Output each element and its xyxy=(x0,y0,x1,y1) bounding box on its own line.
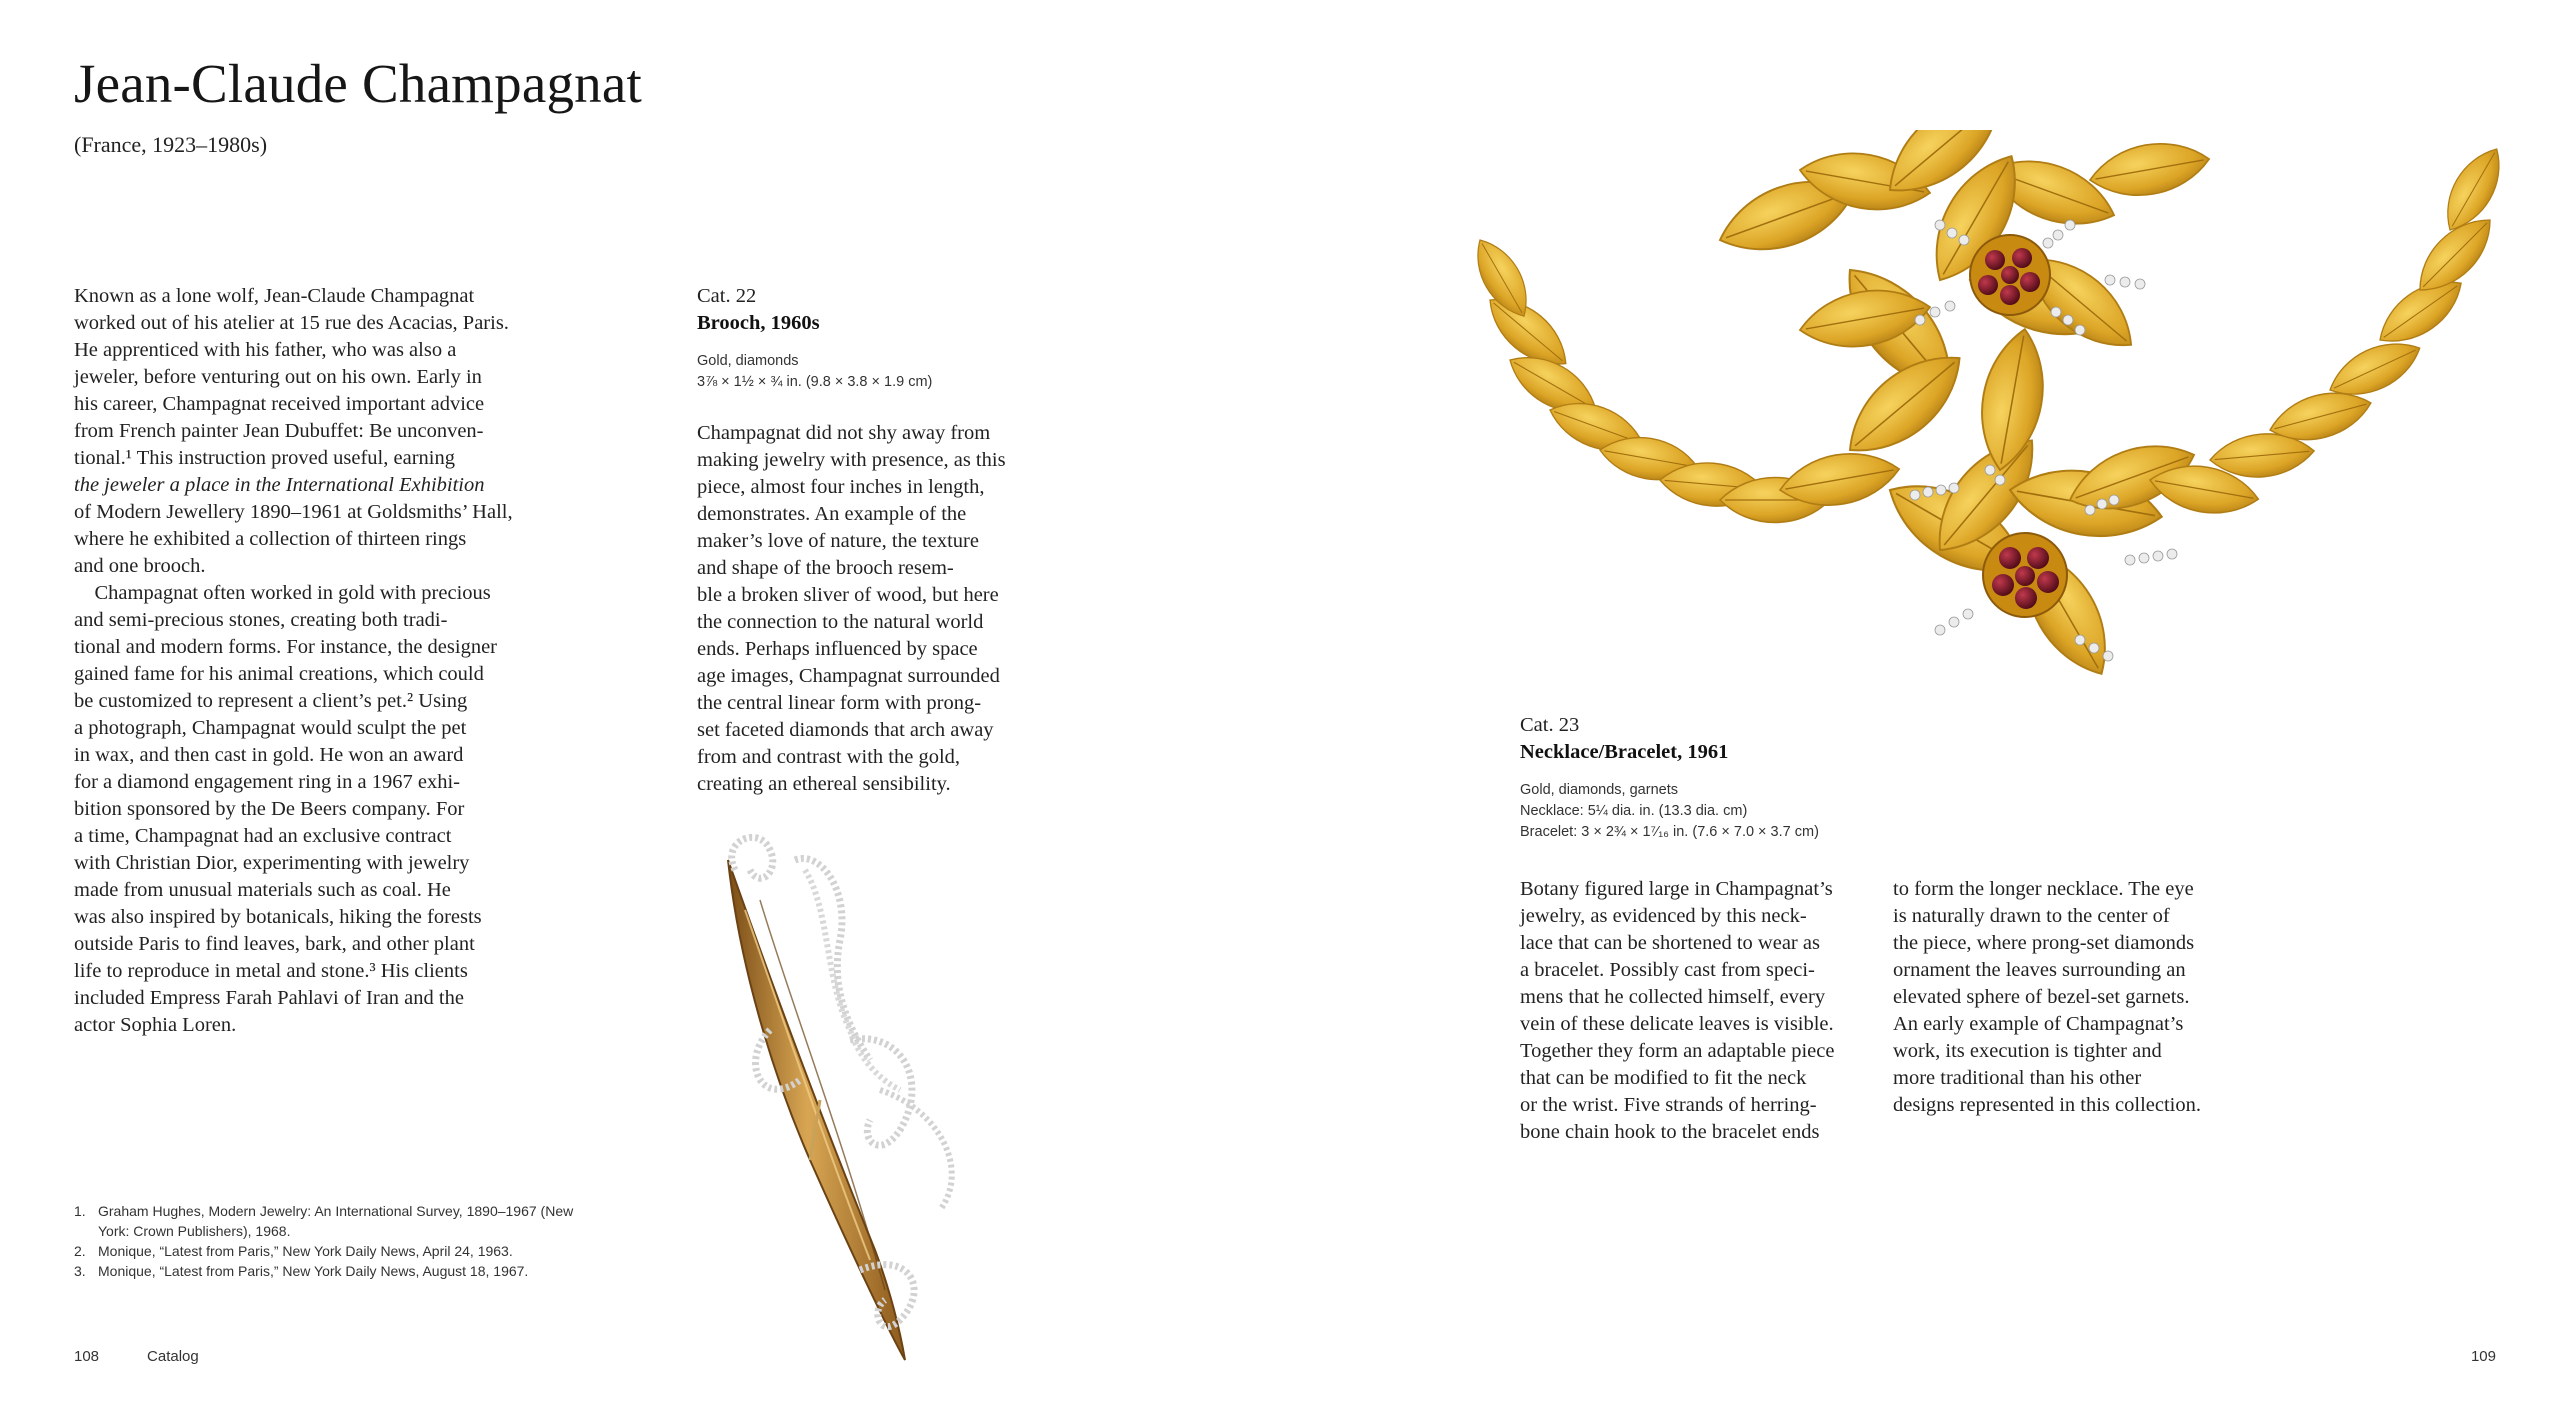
cat23-line: to form the longer necklace. The eye xyxy=(1893,878,2194,900)
cat22-title: Brooch, 1960s xyxy=(697,312,820,334)
cat23-line: An early example of Champagnat’s xyxy=(1893,1013,2184,1035)
essay-line: a time, Champagnat had an exclusive contract xyxy=(74,825,452,847)
essay-line: worked out of his atelier at 15 rue des Acacias, Paris. xyxy=(74,312,509,334)
cat22-line: creating an ethereal sensibility. xyxy=(697,773,951,795)
cat23-title: Necklace/Bracelet, 1961 xyxy=(1520,741,1729,763)
cat23-material: Gold, diamonds, garnets xyxy=(1520,782,1678,798)
cat23-line: is naturally drawn to the center of xyxy=(1893,905,2170,927)
essay-line: outside Paris to find leaves, bark, and other plant xyxy=(74,933,475,955)
cat22-details xyxy=(697,351,932,393)
footnote xyxy=(74,1261,573,1281)
essay-line: included Empress Farah Pahlavi of Iran and the xyxy=(74,987,464,1009)
cat22-line: the connection to the natural world xyxy=(697,611,984,633)
cat22-line: Champagnat did not shy away from xyxy=(697,422,991,444)
essay-line: gained fame for his animal creations, which could xyxy=(74,663,484,685)
essay-line: and one brooch. xyxy=(74,555,206,577)
cat23-line: jewelry, as evidenced by this neck- xyxy=(1520,905,1807,927)
essay-line: Known as a lone wolf, Jean-Claude Champagnat xyxy=(74,285,475,307)
page-title: Jean-Claude Champagnat xyxy=(74,53,642,114)
essay-line: jeweler, before venturing out on his own. Early in xyxy=(74,366,482,388)
cat23-line: or the wrist. Five strands of herring- xyxy=(1520,1094,1817,1116)
essay-line: tional and modern forms. For instance, the designer xyxy=(74,636,497,658)
cat22-line: the central linear form with prong- xyxy=(697,692,982,714)
cat22-number: Cat. 22 xyxy=(697,285,757,307)
footnote-number: 1. xyxy=(74,1203,86,1219)
footnote-text: Monique, “Latest from Paris,” New York Daily News, April 24, 1963. xyxy=(98,1243,513,1259)
cat23-line: work, its execution is tighter and xyxy=(1893,1040,2162,1062)
cat23-line: designs represented in this collection. xyxy=(1893,1094,2201,1116)
essay-line: his career, Champagnat received important advice xyxy=(74,393,485,415)
essay-line: where he exhibited a collection of thirteen rings xyxy=(74,528,467,550)
section-name: Catalog xyxy=(147,1348,199,1365)
footnote-text: Graham Hughes, Modern Jewelry: An International Survey, 1890–1967 (New xyxy=(98,1203,574,1219)
cat22-line: maker’s love of nature, the texture xyxy=(697,530,979,552)
cat23-line: elevated sphere of bezel-set garnets. xyxy=(1893,986,2190,1008)
cat22-text xyxy=(697,420,1006,798)
cat22-line: demonstrates. An example of the xyxy=(697,503,967,525)
essay-line: He apprenticed with his father, who was also a xyxy=(74,339,457,361)
cat22-line: age images, Champagnat surrounded xyxy=(697,665,1000,687)
cat23-details xyxy=(1520,780,1819,843)
cat23-line: the piece, where prong-set diamonds xyxy=(1893,932,2195,954)
essay-line: and semi-precious stones, creating both tradi- xyxy=(74,609,448,631)
folio-left xyxy=(74,1348,199,1365)
page-number: 108 xyxy=(74,1348,100,1365)
essay-line: for a diamond engagement ring in a 1967 exhi- xyxy=(74,771,460,793)
cat22-line: from and contrast with the gold, xyxy=(697,746,961,768)
cat23-line: Botany figured large in Champagnat’s xyxy=(1520,878,1833,900)
footnote-text: York: Crown Publishers), 1968. xyxy=(98,1223,291,1239)
cat22-material: Gold, diamonds xyxy=(697,353,799,369)
essay-line: be customized to represent a client’s pet.² Using xyxy=(74,690,468,712)
cat23-number: Cat. 23 xyxy=(1520,714,1580,736)
cat23-text-col1 xyxy=(1520,876,1834,1146)
essay-line: tional.¹ This instruction proved useful, earning xyxy=(74,447,455,469)
artist-dates: (France, 1923–1980s) xyxy=(74,132,268,157)
essay-line: bition sponsored by the De Beers company. For xyxy=(74,798,465,820)
essay-line: from French painter Jean Dubuffet: Be unconven- xyxy=(74,420,484,442)
footnote xyxy=(74,1241,573,1261)
essay-line: a photograph, Champagnat would sculpt the pet xyxy=(74,717,467,739)
footnote-number: 2. xyxy=(74,1243,86,1259)
cat22-line: ends. Perhaps influenced by space xyxy=(697,638,978,660)
cat22-line: making jewelry with presence, as this xyxy=(697,449,1006,471)
cat23-bracelet-dims: Bracelet: 3 × 2¾ × 1⁷⁄₁₆ in. (7.6 × 7.0 × 3.7 cm) xyxy=(1520,824,1819,840)
page-number-right: 109 xyxy=(2470,1348,2496,1365)
cat23-line: Together they form an adaptable piece xyxy=(1520,1040,1835,1062)
footnote xyxy=(74,1201,573,1241)
cat22-line: ble a broken sliver of wood, but here xyxy=(697,584,999,606)
cat23-line: that can be modified to fit the neck xyxy=(1520,1067,1807,1089)
footnote-number: 3. xyxy=(74,1263,86,1279)
cat23-line: mens that he collected himself, every xyxy=(1520,986,1826,1008)
cat23-line: ornament the leaves surrounding an xyxy=(1893,959,2186,981)
cat23-line: a bracelet. Possibly cast from speci- xyxy=(1520,959,1815,981)
bracelet-image xyxy=(1710,130,2213,408)
cat23-text-col2 xyxy=(1893,876,2201,1119)
cat22-line: piece, almost four inches in length, xyxy=(697,476,985,498)
necklace-bracelet-photo xyxy=(1470,130,2520,720)
essay-line: Champagnat often worked in gold with precious xyxy=(74,582,491,604)
essay-line: in wax, and then cast in gold. He won an award xyxy=(74,744,464,766)
footnote-text: Monique, “Latest from Paris,” New York Daily News, August 18, 1967. xyxy=(98,1263,529,1279)
cat23-line: bone chain hook to the bracelet ends xyxy=(1520,1121,1820,1143)
cat22-line: set faceted diamonds that arch away xyxy=(697,719,994,741)
cat23-line: lace that can be shortened to wear as xyxy=(1520,932,1820,954)
essay-line: of Modern Jewellery 1890–1961 at Goldsmiths’ Hall, xyxy=(74,501,513,523)
cat23-line: more traditional than his other xyxy=(1893,1067,2142,1089)
cat22-line: and shape of the brooch resem- xyxy=(697,557,954,579)
essay-line: with Christian Dior, experimenting with jewelry xyxy=(74,852,470,874)
cat23-caption xyxy=(1520,712,1819,843)
essay-column xyxy=(74,283,513,1039)
essay-line: life to reproduce in metal and stone.³ His clients xyxy=(74,960,468,982)
essay-line: was also inspired by botanicals, hiking the forests xyxy=(74,906,482,928)
cat23-necklace-dims: Necklace: 5¼ dia. in. (13.3 dia. cm) xyxy=(1520,803,1748,819)
essay-line: made from unusual materials such as coal. He xyxy=(74,879,451,901)
brooch-photo xyxy=(700,830,1030,1370)
cat22-dimensions: 3⅞ × 1½ × ¾ in. (9.8 × 3.8 × 1.9 cm) xyxy=(697,374,933,390)
essay-line: actor Sophia Loren. xyxy=(74,1014,237,1036)
essay-line: the jeweler a place in the International Exhibition xyxy=(74,474,485,496)
footnotes xyxy=(74,1201,573,1281)
cat23-line: vein of these delicate leaves is visible. xyxy=(1520,1013,1834,1035)
cat22-caption xyxy=(697,283,932,393)
